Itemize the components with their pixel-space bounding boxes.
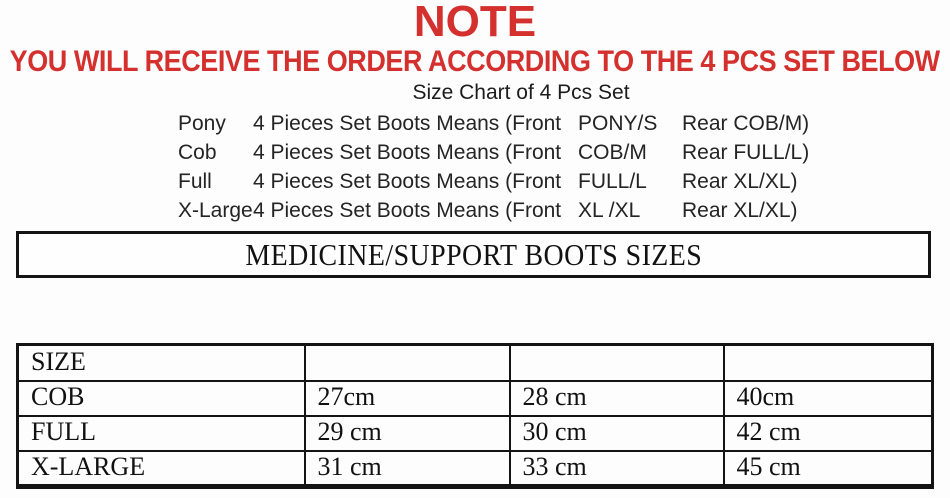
cell-measure: 30 cm	[510, 416, 724, 451]
set-name: X-Large	[178, 199, 253, 222]
set-rear-size: Rear XL/XL)	[682, 199, 798, 222]
header-cell-empty	[305, 345, 510, 381]
cell-size-name: FULL	[18, 416, 305, 451]
cell-measure: 42 cm	[724, 416, 933, 451]
cell-measure: 28 cm	[510, 381, 724, 416]
set-name: Cob	[178, 141, 217, 164]
set-front-size: PONY/S	[578, 112, 658, 135]
set-name: Full	[178, 170, 212, 193]
table-header-row	[18, 345, 933, 381]
set-front-size: XL /XL	[578, 199, 641, 222]
table-row-xlarge	[18, 451, 933, 487]
note-subtitle: YOU WILL RECEIVE THE ORDER ACCORDING TO THE 4 PCS SET BELOW	[9, 44, 941, 78]
table-row-cob	[18, 381, 933, 416]
cell-measure: 45 cm	[724, 451, 933, 487]
set-means-text: 4 Pieces Set Boots Means (Front	[253, 199, 562, 222]
header-cell-empty	[724, 345, 933, 381]
note-subtitle-wrap	[0, 45, 950, 78]
cell-measure: 31 cm	[305, 451, 510, 487]
cell-size-name: COB	[18, 381, 305, 416]
set-row-full	[178, 167, 950, 196]
table-row-full	[18, 416, 933, 451]
header-cell-size: SIZE	[18, 345, 305, 381]
boot-sizes-table	[16, 343, 934, 489]
four-pcs-set-list	[0, 109, 950, 225]
set-means-text: 4 Pieces Set Boots Means (Front	[253, 112, 562, 135]
set-rear-size: Rear COB/M)	[682, 112, 810, 135]
size-chart-title: Size Chart of 4 Pcs Set	[412, 81, 630, 104]
set-means-text: 4 Pieces Set Boots Means (Front	[253, 170, 562, 193]
cell-measure: 40cm	[724, 381, 933, 416]
set-row-xlarge	[178, 196, 950, 225]
cell-size-name: X-LARGE	[18, 451, 305, 487]
set-rear-size: Rear XL/XL)	[682, 170, 798, 193]
set-name: Pony	[178, 112, 226, 135]
medicine-boots-banner-title: MEDICINE/SUPPORT BOOTS SIZES	[245, 236, 702, 272]
set-rear-size: Rear FULL/L)	[682, 141, 810, 164]
set-means-text: 4 Pieces Set Boots Means (Front	[253, 141, 562, 164]
cell-measure: 27cm	[305, 381, 510, 416]
set-front-size: COB/M	[578, 141, 647, 164]
note-title: NOTE	[413, 0, 537, 46]
set-row-cob	[178, 138, 950, 167]
cell-measure: 29 cm	[305, 416, 510, 451]
cell-measure: 33 cm	[510, 451, 724, 487]
set-front-size: FULL/L	[578, 170, 647, 193]
set-row-pony	[178, 109, 950, 138]
medicine-boots-banner	[16, 231, 931, 278]
header-cell-empty	[510, 345, 724, 381]
